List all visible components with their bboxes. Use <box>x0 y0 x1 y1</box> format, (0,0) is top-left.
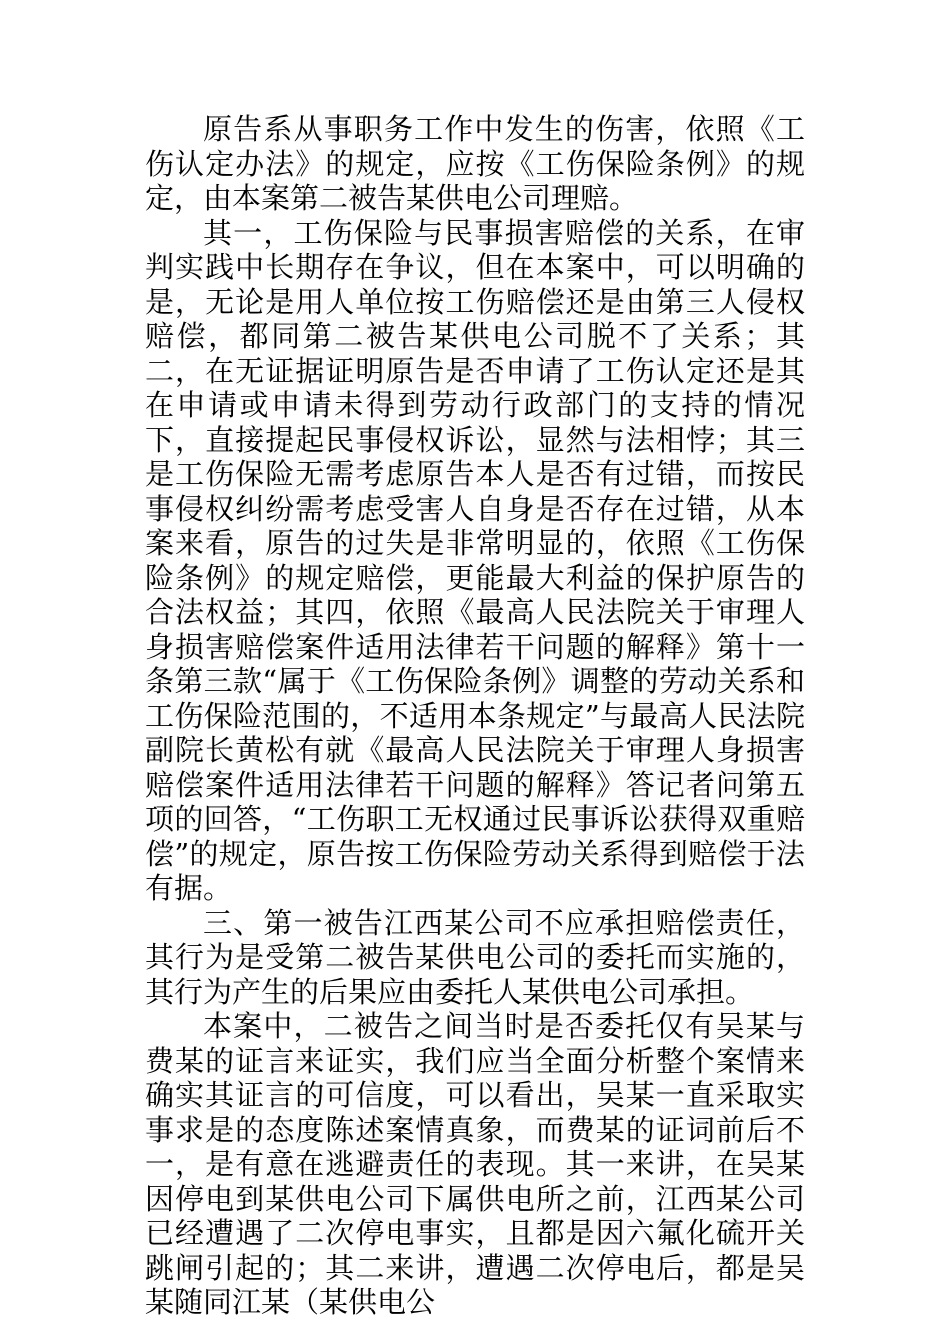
paragraph-1: 原告系从事职务工作中发生的伤害，依照《工伤认定办法》的规定，应按《工伤保险条例》的规定，由本案第二被告某供电公司理赔。 <box>145 112 805 215</box>
paragraph-3: 三、第一被告江西某公司不应承担赔偿责任，其行为是受第二被告某供电公司的委托而实施的，其行为产生的后果应由委托人某供电公司承担。 <box>145 905 805 1009</box>
paragraph-2: 其一，工伤保险与民事损害赔偿的关系，在审判实践中长期存在争议，但在本案中，可以明确的是，无论是用人单位按工伤赔偿还是由第三人侵权赔偿，都同第二被告某供电公司脱不了关系；其二，在无证据证明原告是否申请了工伤认定还是其在申请或申请未得到劳动行政部门的支持的情况下，直接提起民事侵权诉讼，显然与法相悖；其三是工伤保险无需考虑原告本人是否有过错，而按民事侵权纠纷需考虑受害人自身是否存在过错，从本案来看，原告的过失是非常明显的，依照《工伤保险条例》的规定赔偿，更能最大利益的保护原告的合法权益；其四，依照《最高人民法院关于审理人身损害赔偿案件适用法律若干问题的解释》第十一条第三款“属于《工伤保险条例》调整的劳动关系和工伤保险范围的，不适用本条规定”与最高人民法院副院长黄松有就《最高人民法院关于审理人身损害赔偿案件适用法律若干问题的解释》答记者问第五项的回答，“工伤职工无权通过民事诉讼获得双重赔偿”的规定，原告按工伤保险劳动关系得到赔偿于法有据。 <box>145 215 805 905</box>
document-page <box>145 112 805 1320</box>
paragraph-4: 本案中，二被告之间当时是否委托仅有吴某与费某的证言来证实，我们应当全面分析整个案情来确实其证言的可信度，可以看出，吴某一直采取实事求是的态度陈述案情真象，而费某的证词前后不一，是有意在逃避责任的表现。其一来讲，在吴某因停电到某供电公司下属供电所之前，江西某公司已经遭遇了二次停电事实，且都是因六氟化硫开关跳闸引起的；其二来讲，遭遇二次停电后，都是吴某随同江某（某供电公 <box>145 1009 805 1319</box>
